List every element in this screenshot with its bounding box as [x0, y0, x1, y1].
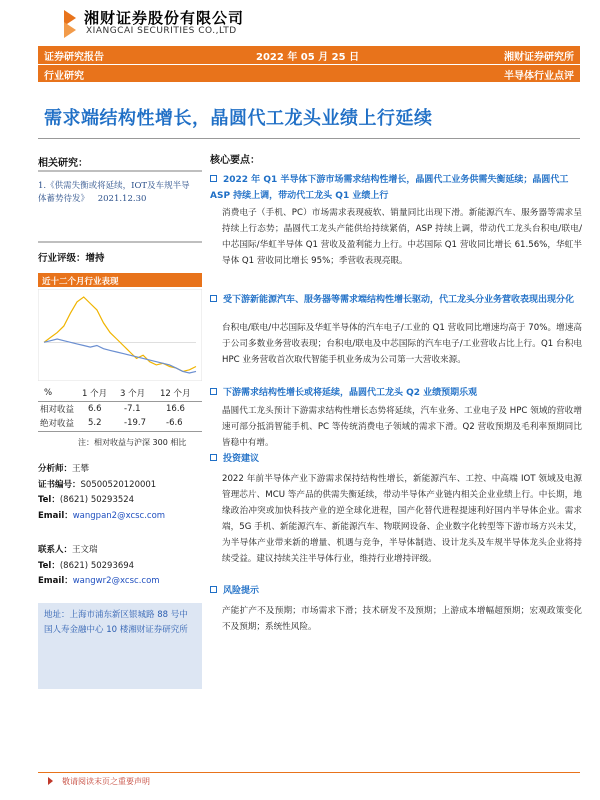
related-item-title: 1.《供需失衡或将延续，IOT及车规半导体蓄势待发》: [38, 181, 190, 204]
report-subcategory: 半导体行业点评: [504, 71, 574, 82]
bullet-square-icon: [210, 175, 217, 182]
section-heading: 受下游新能源汽车、服务器等需求端结构性增长驱动，代工龙头分业务营收表现出现分化: [210, 292, 582, 308]
related-divider: [38, 170, 202, 172]
email-label: Email：: [38, 510, 73, 521]
industry-rating: 行业评级：增持: [38, 253, 105, 264]
core-points-title: 核心要点：: [210, 155, 260, 166]
email-label: Email：: [38, 576, 73, 586]
section-heading: 风险提示: [210, 583, 582, 599]
address-box: 地址：上海市浦东新区银城路 88 号中国人寿金融中心 10 楼湘财证券研究所: [38, 603, 202, 689]
table-header-cell: 3 个月: [120, 389, 146, 400]
table-cell: -6.6: [166, 418, 183, 429]
bullet-square-icon: [210, 454, 217, 461]
contact-email-link[interactable]: wangwr2@xcsc.com: [72, 576, 160, 586]
analyst-name: 王攀: [72, 464, 90, 474]
table-cell: 16.6: [166, 403, 185, 414]
table-header-cell: 12 个月: [160, 389, 191, 400]
contact-label: 联系人：: [38, 545, 73, 555]
tel-label: Tel：: [38, 560, 60, 571]
page-title: 需求端结构性增长，晶圆代工龙头业绩上行延续: [44, 108, 433, 129]
section-body: 2022 年前半导体产业下游需求保持结构性增长，新能源汽车、工控、中高端 IOT 领域及电源管理芯片、MCU 等产品的供需失衡延续，带动半导体产业链内相关企业业绩上行。中长期，地缘政治冲突或加快科技产业的逆全球化进程，国产化替代进程提速利好国内半导体企业。需求端，5G 手机、新能源汽车、新能源汽车、物联网设备、企业数字化转型等下游市场方兴未艾，为半导体产业带来新的增量、机遇与竞争，半导体制造、设计龙头及车规半导体龙头企业将持续受益。建议持续关注半导体行业，维持行业增持评级。: [222, 474, 582, 564]
section-heading: 2022 年 Q1 半导体下游市场需求结构性增长，晶圆代工业务供需失衡延续；晶圆代工 ASP 持续上调，带动代工龙头 Q1 业绩上行: [210, 175, 569, 201]
header-bar-top: [38, 46, 580, 64]
company-name-cn: 湘财证券股份有限公司: [84, 9, 245, 27]
performance-table: [38, 386, 202, 432]
company-logo-icon: [62, 8, 78, 38]
table-header-cell: 1 个月: [82, 389, 108, 400]
institute-name: 湘财证券研究所: [504, 52, 574, 63]
analyst-email-link[interactable]: wangpan2@xcsc.com: [72, 510, 166, 521]
report-type: 证券研究报告: [44, 52, 104, 63]
rating-divider: [38, 241, 202, 243]
section-body: 台积电/联电/中芯国际及华虹半导体的汽车电子/工业的 Q1 营收同比增速均高于 70%。增速高于公司多数业务营收表现；台积电/联电及中芯国际的汽车电子/工业营收占比上行。Q1 台积电 HPC 业务营收首次取代智能手机业务成为公司第一大营收来源。: [222, 323, 582, 365]
bullet-square-icon: [210, 388, 217, 395]
table-cell: 绝对收益: [40, 419, 75, 430]
table-row: [38, 401, 202, 416]
analyst-tel: (8621) 50293524: [59, 495, 135, 505]
contact-tel: (8621) 50293694: [59, 560, 135, 571]
bullet-square-icon: [210, 295, 217, 302]
performance-chart-title: 近十二个月行业表现: [38, 273, 202, 287]
contact-name: 王文瑞: [72, 545, 98, 555]
cert-label: 证书编号：: [38, 479, 81, 490]
bullet-square-icon: [210, 586, 217, 593]
title-divider: [38, 138, 580, 139]
section-body: 晶圆代工龙头预计下游需求结构性增长态势将延续，汽车业务、工业电子及 HPC 领域的营收增速可部分抵消智能手机、PC 等传统消费电子领域的需求下滑。Q2 营收预期及毛利率预期同比皆稳中有增。: [222, 406, 582, 448]
section-body: 消费电子（手机、PC）市场需求表现疲软、销量同比出现下滑。新能源汽车、服务器等需求呈持续上行态势；晶圆代工龙头产能供给持续紧俏，ASP 持续上调，带动代工龙头台积电/联电/中芯国际/华虹半导体 Q1 营收及盈利能力上行。中芯国际 Q1 营收同比增长 61.56%，华虹半导体 Q1 营收同比增长 95%；季营收表现亮眼。: [222, 208, 582, 266]
table-cell: 5.2: [88, 418, 102, 429]
analyst-block: [38, 462, 165, 524]
company-name-en: XIANGCAI SECURITIES CO.,LTD: [86, 26, 237, 36]
table-cell: 相对收益: [40, 404, 75, 415]
section-body: 产能扩产不及预期；市场需求下滑；技术研发不及预期；上游成本增幅超预期；宏观政策变化不及预期；系统性风险。: [222, 606, 582, 632]
related-item[interactable]: [38, 180, 198, 206]
header-bar-bottom: [38, 65, 580, 82]
cert-number: S0500520120001: [80, 479, 157, 490]
section-heading: 投资建议: [210, 451, 582, 467]
table-header-cell: %: [44, 388, 53, 399]
report-date: 2022 年 05 月 25 日: [256, 52, 360, 63]
related-item-date: 2021.12.30: [97, 194, 147, 204]
footer-disclaimer: 敬请阅读末页之重要声明: [62, 777, 150, 786]
performance-chart: [38, 289, 202, 381]
footer-divider: [38, 772, 580, 773]
table-cell: -19.7: [124, 418, 146, 429]
report-category: 行业研究: [44, 71, 84, 82]
table-header-row: [38, 386, 202, 401]
analyst-label: 分析师：: [38, 464, 73, 474]
related-research-label: 相关研究：: [38, 158, 88, 169]
tel-label: Tel：: [38, 495, 60, 505]
table-cell: -7.1: [124, 403, 141, 414]
contact-block: [38, 543, 160, 590]
footer-arrow-icon: [48, 777, 53, 785]
section-heading: 下游需求结构性增长或将延续，晶圆代工龙头 Q2 业绩预期乐观: [210, 385, 582, 401]
table-cell: 6.6: [88, 403, 102, 414]
table-note: 注：相对收益与沪深 300 相比: [78, 438, 187, 447]
table-row: [38, 416, 202, 431]
